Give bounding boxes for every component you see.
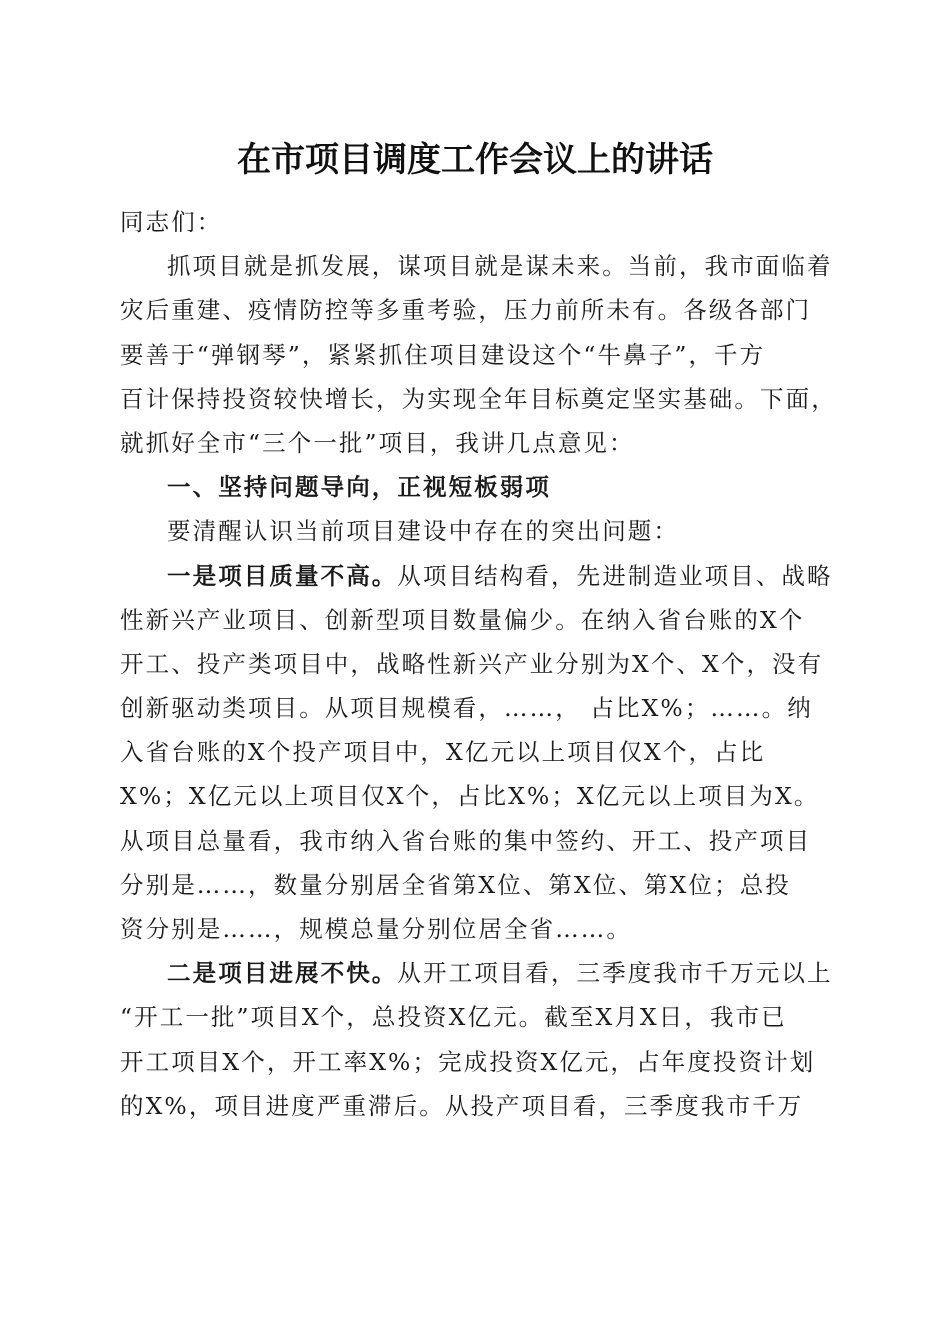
point2-line: “开工一批”项目X个，总投资X亿元。截至X月X日，我市已 xyxy=(120,1003,787,1032)
intro-line: 抓项目就是抓发展，谋项目就是谋未来。当前，我市面临着 xyxy=(167,252,833,281)
point1-text: 从项目结构看，先进制造业项目、战略 xyxy=(397,561,833,590)
point2-first-line xyxy=(120,951,833,995)
point1-line: X%；X亿元以上项目仅X个，占比X%；X亿元以上项目为X。 xyxy=(120,782,820,811)
point1-line: 分别是……，数量分别居全省第X位、第X位、第X位；总投 xyxy=(120,870,791,899)
point2-line: 开工项目X个，开工率X%；完成投资X亿元，占年度投资计划 xyxy=(120,1047,816,1076)
section-heading: 一、坚持问题导向，正视短板弱项 xyxy=(167,473,551,502)
point1-line: 入省台账的X个投产项目中，X亿元以上项目仅X个，占比 xyxy=(120,738,766,767)
point1-label: 一是项目质量不高。 xyxy=(167,561,398,590)
point1-line: 资分别是……，规模总量分别位居全省……。 xyxy=(120,915,632,943)
point2-text: 从开工项目看，三季度我市千万元以上 xyxy=(397,959,833,988)
document-title: 在市项目调度工作会议上的讲话 xyxy=(237,140,713,180)
point1-line: 开工、投产类项目中，战略性新兴产业分别为X个、X个，没有 xyxy=(120,649,824,678)
document-body xyxy=(120,200,837,1128)
intro-line: 灾后重建、疫情防控等多重考验，压力前所未有。各级各部门 xyxy=(120,296,812,325)
point2-label: 二是项目进展不快。 xyxy=(167,959,398,988)
intro-line: 百计保持投资较快增长，为实现全年目标奠定坚实基础。下面， xyxy=(120,384,837,413)
intro-line: 就抓好全市“三个一批”项目，我讲几点意见： xyxy=(120,428,635,457)
point1-line: 性新兴产业项目、创新型项目数量偏少。在纳入省台账的X个 xyxy=(120,605,805,634)
point2-line: 的X%，项目进度严重滞后。从投产项目看，三季度我市千万 xyxy=(120,1091,804,1120)
point1-line: 创新驱动类项目。从项目规模看，……， 占比X%；……。纳 xyxy=(120,694,813,723)
salutation: 同志们： xyxy=(120,208,223,236)
point1-line: 从项目总量看，我市纳入省台账的集中签约、开工、投产项目 xyxy=(120,826,812,855)
point1-first-line xyxy=(120,554,833,598)
intro-line: 要善于“弹钢琴”，紧紧抓住项目建设这个“牛鼻子”，千方 xyxy=(120,340,766,369)
section-lead: 要清醒认识当前项目建设中存在的突出问题： xyxy=(167,517,679,546)
